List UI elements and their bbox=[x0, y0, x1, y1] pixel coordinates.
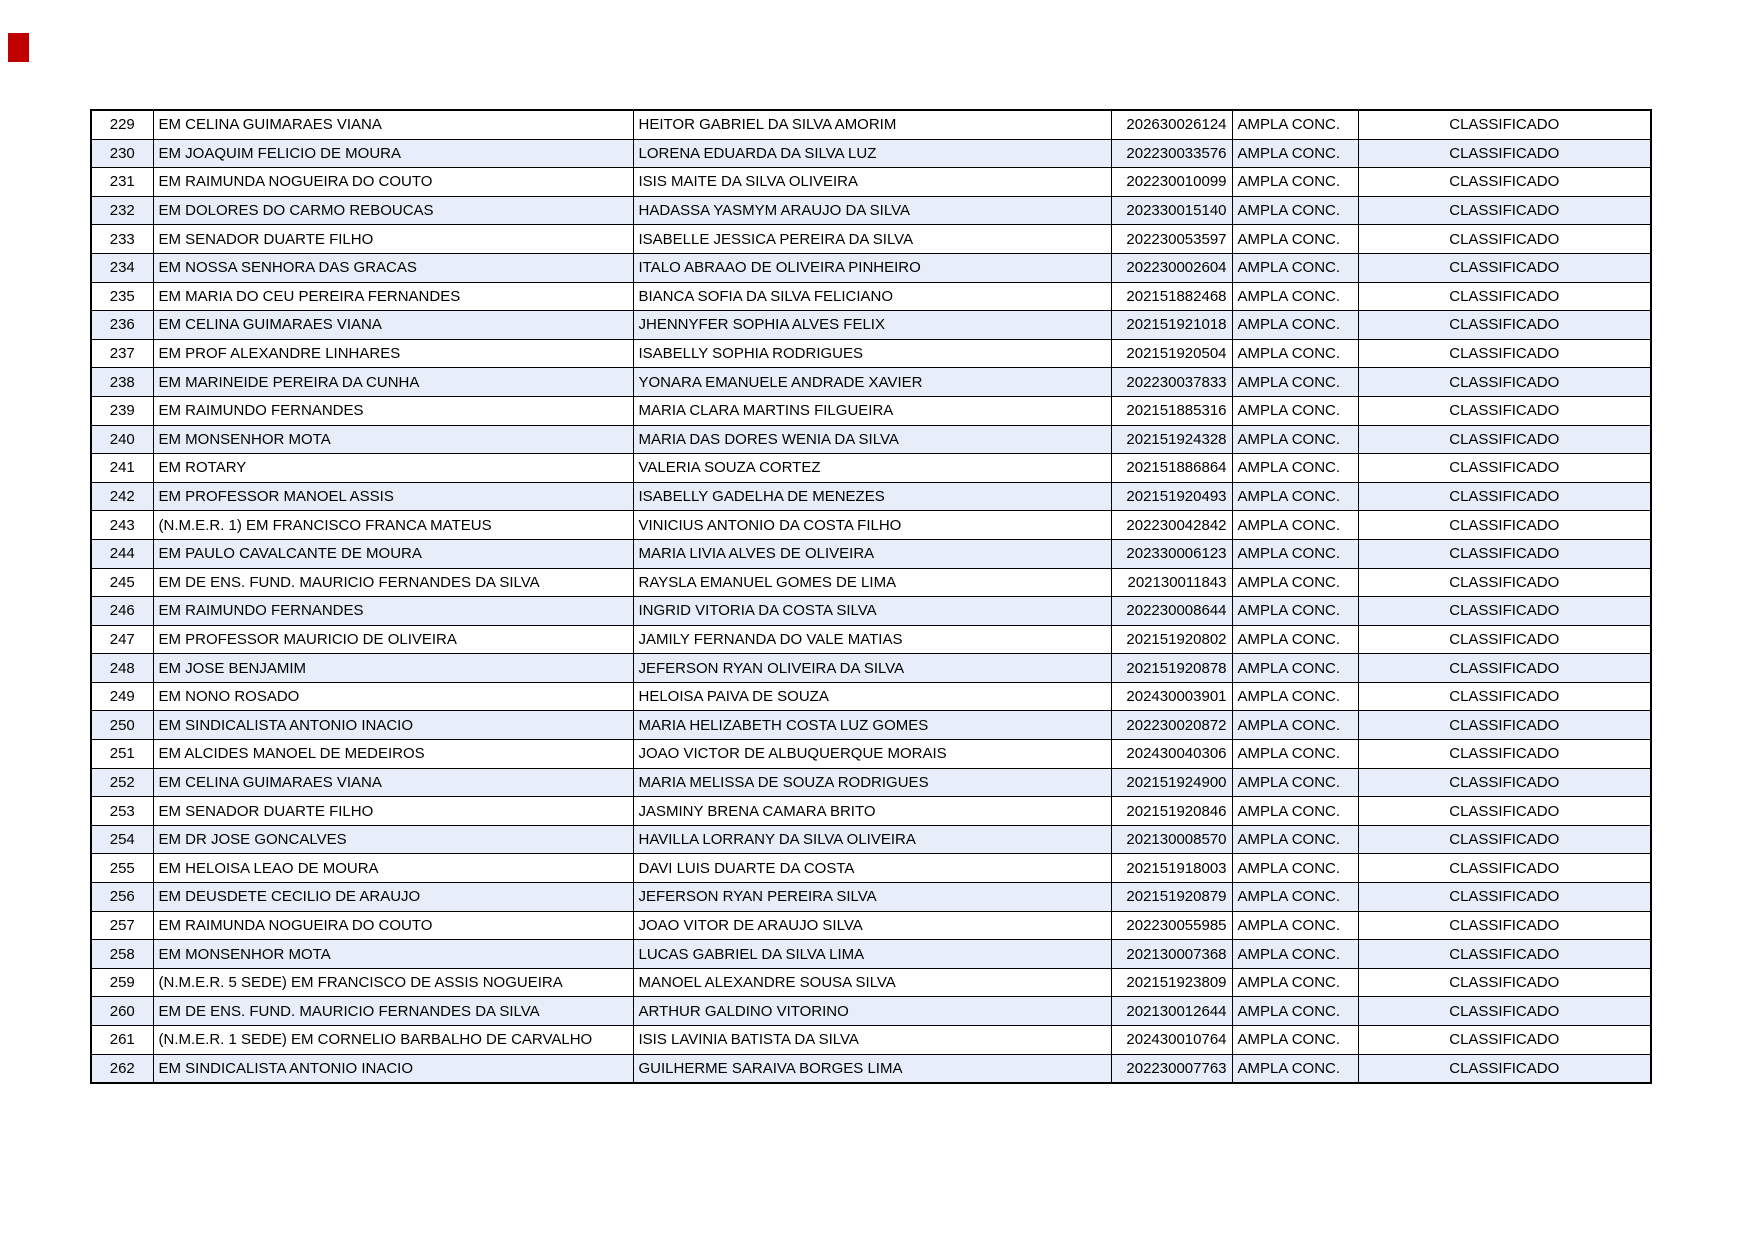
table-row bbox=[91, 1026, 1651, 1055]
rank-cell: 259 bbox=[91, 968, 153, 997]
enrollment-number-cell: 202230055985 bbox=[1111, 911, 1232, 940]
student-name-cell: JEFERSON RYAN OLIVEIRA DA SILVA bbox=[633, 654, 1111, 683]
school-cell: EM CELINA GUIMARAES VIANA bbox=[153, 768, 633, 797]
status-cell: CLASSIFICADO bbox=[1358, 883, 1651, 912]
table-row bbox=[91, 768, 1651, 797]
rank-cell: 258 bbox=[91, 940, 153, 969]
enrollment-number-cell: 202130008570 bbox=[1111, 825, 1232, 854]
enrollment-number-cell: 202230037833 bbox=[1111, 368, 1232, 397]
rank-cell: 257 bbox=[91, 911, 153, 940]
enrollment-number-cell: 202151920846 bbox=[1111, 797, 1232, 826]
status-cell: CLASSIFICADO bbox=[1358, 768, 1651, 797]
table-row bbox=[91, 110, 1651, 139]
competition-type-cell: AMPLA CONC. bbox=[1232, 797, 1358, 826]
rank-cell: 232 bbox=[91, 196, 153, 225]
school-cell: EM NONO ROSADO bbox=[153, 682, 633, 711]
competition-type-cell: AMPLA CONC. bbox=[1232, 454, 1358, 483]
table-row bbox=[91, 625, 1651, 654]
enrollment-number-cell: 202130012644 bbox=[1111, 997, 1232, 1026]
table-row bbox=[91, 168, 1651, 197]
school-cell: EM SENADOR DUARTE FILHO bbox=[153, 225, 633, 254]
student-name-cell: MARIA HELIZABETH COSTA LUZ GOMES bbox=[633, 711, 1111, 740]
status-cell: CLASSIFICADO bbox=[1358, 196, 1651, 225]
school-cell: EM MONSENHOR MOTA bbox=[153, 425, 633, 454]
enrollment-number-cell: 202151885316 bbox=[1111, 396, 1232, 425]
status-cell: CLASSIFICADO bbox=[1358, 740, 1651, 769]
enrollment-number-cell: 202330015140 bbox=[1111, 196, 1232, 225]
competition-type-cell: AMPLA CONC. bbox=[1232, 568, 1358, 597]
competition-type-cell: AMPLA CONC. bbox=[1232, 654, 1358, 683]
rank-cell: 236 bbox=[91, 311, 153, 340]
student-name-cell: MARIA DAS DORES WENIA DA SILVA bbox=[633, 425, 1111, 454]
rank-cell: 242 bbox=[91, 482, 153, 511]
status-cell: CLASSIFICADO bbox=[1358, 797, 1651, 826]
table-row bbox=[91, 854, 1651, 883]
competition-type-cell: AMPLA CONC. bbox=[1232, 425, 1358, 454]
status-cell: CLASSIFICADO bbox=[1358, 454, 1651, 483]
school-cell: EM MONSENHOR MOTA bbox=[153, 940, 633, 969]
enrollment-number-cell: 202130011843 bbox=[1111, 568, 1232, 597]
status-cell: CLASSIFICADO bbox=[1358, 311, 1651, 340]
enrollment-number-cell: 202151921018 bbox=[1111, 311, 1232, 340]
competition-type-cell: AMPLA CONC. bbox=[1232, 854, 1358, 883]
student-name-cell: VINICIUS ANTONIO DA COSTA FILHO bbox=[633, 511, 1111, 540]
school-cell: EM MARIA DO CEU PEREIRA FERNANDES bbox=[153, 282, 633, 311]
student-name-cell: INGRID VITORIA DA COSTA SILVA bbox=[633, 597, 1111, 626]
school-cell: EM RAIMUNDA NOGUEIRA DO COUTO bbox=[153, 911, 633, 940]
competition-type-cell: AMPLA CONC. bbox=[1232, 225, 1358, 254]
status-cell: CLASSIFICADO bbox=[1358, 711, 1651, 740]
competition-type-cell: AMPLA CONC. bbox=[1232, 968, 1358, 997]
rank-cell: 246 bbox=[91, 597, 153, 626]
table-row bbox=[91, 883, 1651, 912]
student-name-cell: MANOEL ALEXANDRE SOUSA SILVA bbox=[633, 968, 1111, 997]
student-name-cell: ISIS LAVINIA BATISTA DA SILVA bbox=[633, 1026, 1111, 1055]
table-row bbox=[91, 1054, 1651, 1083]
student-name-cell: HADASSA YASMYM ARAUJO DA SILVA bbox=[633, 196, 1111, 225]
enrollment-number-cell: 202230033576 bbox=[1111, 139, 1232, 168]
rank-cell: 244 bbox=[91, 539, 153, 568]
competition-type-cell: AMPLA CONC. bbox=[1232, 482, 1358, 511]
status-cell: CLASSIFICADO bbox=[1358, 139, 1651, 168]
rank-cell: 233 bbox=[91, 225, 153, 254]
rank-cell: 243 bbox=[91, 511, 153, 540]
rank-cell: 252 bbox=[91, 768, 153, 797]
school-cell: EM JOSE BENJAMIM bbox=[153, 654, 633, 683]
school-cell: EM PROFESSOR MANOEL ASSIS bbox=[153, 482, 633, 511]
status-cell: CLASSIFICADO bbox=[1358, 282, 1651, 311]
table-row bbox=[91, 597, 1651, 626]
red-marker bbox=[8, 33, 29, 62]
enrollment-number-cell: 202151920878 bbox=[1111, 654, 1232, 683]
school-cell: EM HELOISA LEAO DE MOURA bbox=[153, 854, 633, 883]
rank-cell: 248 bbox=[91, 654, 153, 683]
student-name-cell: ISIS MAITE DA SILVA OLIVEIRA bbox=[633, 168, 1111, 197]
status-cell: CLASSIFICADO bbox=[1358, 940, 1651, 969]
status-cell: CLASSIFICADO bbox=[1358, 396, 1651, 425]
enrollment-number-cell: 202430003901 bbox=[1111, 682, 1232, 711]
student-name-cell: VALERIA SOUZA CORTEZ bbox=[633, 454, 1111, 483]
status-cell: CLASSIFICADO bbox=[1358, 253, 1651, 282]
student-name-cell: LORENA EDUARDA DA SILVA LUZ bbox=[633, 139, 1111, 168]
rank-cell: 255 bbox=[91, 854, 153, 883]
enrollment-number-cell: 202151918003 bbox=[1111, 854, 1232, 883]
status-cell: CLASSIFICADO bbox=[1358, 825, 1651, 854]
table-row bbox=[91, 139, 1651, 168]
table-row bbox=[91, 797, 1651, 826]
school-cell: EM ROTARY bbox=[153, 454, 633, 483]
status-cell: CLASSIFICADO bbox=[1358, 168, 1651, 197]
status-cell: CLASSIFICADO bbox=[1358, 997, 1651, 1026]
competition-type-cell: AMPLA CONC. bbox=[1232, 740, 1358, 769]
school-cell: EM PROFESSOR MAURICIO DE OLIVEIRA bbox=[153, 625, 633, 654]
school-cell: EM DR JOSE GONCALVES bbox=[153, 825, 633, 854]
school-cell: EM SINDICALISTA ANTONIO INACIO bbox=[153, 1054, 633, 1083]
table-row bbox=[91, 825, 1651, 854]
competition-type-cell: AMPLA CONC. bbox=[1232, 1054, 1358, 1083]
table-row bbox=[91, 654, 1651, 683]
rank-cell: 230 bbox=[91, 139, 153, 168]
rank-cell: 239 bbox=[91, 396, 153, 425]
rank-cell: 260 bbox=[91, 997, 153, 1026]
school-cell: EM CELINA GUIMARAES VIANA bbox=[153, 110, 633, 139]
competition-type-cell: AMPLA CONC. bbox=[1232, 110, 1358, 139]
student-name-cell: ISABELLE JESSICA PEREIRA DA SILVA bbox=[633, 225, 1111, 254]
enrollment-number-cell: 202230007763 bbox=[1111, 1054, 1232, 1083]
competition-type-cell: AMPLA CONC. bbox=[1232, 597, 1358, 626]
enrollment-number-cell: 202130007368 bbox=[1111, 940, 1232, 969]
rank-cell: 250 bbox=[91, 711, 153, 740]
enrollment-number-cell: 202230010099 bbox=[1111, 168, 1232, 197]
student-name-cell: ARTHUR GALDINO VITORINO bbox=[633, 997, 1111, 1026]
table-row bbox=[91, 568, 1651, 597]
table-row bbox=[91, 396, 1651, 425]
student-name-cell: JAMILY FERNANDA DO VALE MATIAS bbox=[633, 625, 1111, 654]
rank-cell: 251 bbox=[91, 740, 153, 769]
table-row bbox=[91, 454, 1651, 483]
school-cell: EM JOAQUIM FELICIO DE MOURA bbox=[153, 139, 633, 168]
status-cell: CLASSIFICADO bbox=[1358, 854, 1651, 883]
student-name-cell: JASMINY BRENA CAMARA BRITO bbox=[633, 797, 1111, 826]
student-name-cell: LUCAS GABRIEL DA SILVA LIMA bbox=[633, 940, 1111, 969]
competition-type-cell: AMPLA CONC. bbox=[1232, 339, 1358, 368]
student-name-cell: HAVILLA LORRANY DA SILVA OLIVEIRA bbox=[633, 825, 1111, 854]
competition-type-cell: AMPLA CONC. bbox=[1232, 253, 1358, 282]
school-cell: EM PAULO CAVALCANTE DE MOURA bbox=[153, 539, 633, 568]
student-name-cell: JOAO VITOR DE ARAUJO SILVA bbox=[633, 911, 1111, 940]
enrollment-number-cell: 202330006123 bbox=[1111, 539, 1232, 568]
school-cell: EM PROF ALEXANDRE LINHARES bbox=[153, 339, 633, 368]
table-row bbox=[91, 196, 1651, 225]
table-row bbox=[91, 282, 1651, 311]
table-row bbox=[91, 339, 1651, 368]
school-cell: EM DE ENS. FUND. MAURICIO FERNANDES DA SILVA bbox=[153, 568, 633, 597]
rank-cell: 247 bbox=[91, 625, 153, 654]
table-row bbox=[91, 940, 1651, 969]
rank-cell: 254 bbox=[91, 825, 153, 854]
student-name-cell: BIANCA SOFIA DA SILVA FELICIANO bbox=[633, 282, 1111, 311]
student-name-cell: YONARA EMANUELE ANDRADE XAVIER bbox=[633, 368, 1111, 397]
student-name-cell: JHENNYFER SOPHIA ALVES FELIX bbox=[633, 311, 1111, 340]
status-cell: CLASSIFICADO bbox=[1358, 482, 1651, 511]
enrollment-number-cell: 202230042842 bbox=[1111, 511, 1232, 540]
status-cell: CLASSIFICADO bbox=[1358, 911, 1651, 940]
rank-cell: 249 bbox=[91, 682, 153, 711]
enrollment-number-cell: 202230002604 bbox=[1111, 253, 1232, 282]
classification-table-container bbox=[90, 109, 1652, 1084]
student-name-cell: MARIA LIVIA ALVES DE OLIVEIRA bbox=[633, 539, 1111, 568]
status-cell: CLASSIFICADO bbox=[1358, 1054, 1651, 1083]
table-row bbox=[91, 682, 1651, 711]
rank-cell: 261 bbox=[91, 1026, 153, 1055]
enrollment-number-cell: 202230053597 bbox=[1111, 225, 1232, 254]
rank-cell: 245 bbox=[91, 568, 153, 597]
status-cell: CLASSIFICADO bbox=[1358, 625, 1651, 654]
enrollment-number-cell: 202230020872 bbox=[1111, 711, 1232, 740]
school-cell: EM DOLORES DO CARMO REBOUCAS bbox=[153, 196, 633, 225]
table-row bbox=[91, 253, 1651, 282]
competition-type-cell: AMPLA CONC. bbox=[1232, 911, 1358, 940]
school-cell: EM DEUSDETE CECILIO DE ARAUJO bbox=[153, 883, 633, 912]
competition-type-cell: AMPLA CONC. bbox=[1232, 883, 1358, 912]
table-row bbox=[91, 740, 1651, 769]
competition-type-cell: AMPLA CONC. bbox=[1232, 511, 1358, 540]
student-name-cell: DAVI LUIS DUARTE DA COSTA bbox=[633, 854, 1111, 883]
student-name-cell: ISABELLY SOPHIA RODRIGUES bbox=[633, 339, 1111, 368]
school-cell: (N.M.E.R. 1) EM FRANCISCO FRANCA MATEUS bbox=[153, 511, 633, 540]
competition-type-cell: AMPLA CONC. bbox=[1232, 396, 1358, 425]
table-row bbox=[91, 511, 1651, 540]
status-cell: CLASSIFICADO bbox=[1358, 339, 1651, 368]
classification-results-table bbox=[90, 109, 1652, 1084]
competition-type-cell: AMPLA CONC. bbox=[1232, 997, 1358, 1026]
rank-cell: 237 bbox=[91, 339, 153, 368]
table-row bbox=[91, 482, 1651, 511]
school-cell: EM RAIMUNDA NOGUEIRA DO COUTO bbox=[153, 168, 633, 197]
school-cell: EM NOSSA SENHORA DAS GRACAS bbox=[153, 253, 633, 282]
rank-cell: 235 bbox=[91, 282, 153, 311]
student-name-cell: HELOISA PAIVA DE SOUZA bbox=[633, 682, 1111, 711]
student-name-cell: GUILHERME SARAIVA BORGES LIMA bbox=[633, 1054, 1111, 1083]
enrollment-number-cell: 202151920504 bbox=[1111, 339, 1232, 368]
competition-type-cell: AMPLA CONC. bbox=[1232, 825, 1358, 854]
school-cell: EM RAIMUNDO FERNANDES bbox=[153, 597, 633, 626]
student-name-cell: MARIA MELISSA DE SOUZA RODRIGUES bbox=[633, 768, 1111, 797]
competition-type-cell: AMPLA CONC. bbox=[1232, 682, 1358, 711]
competition-type-cell: AMPLA CONC. bbox=[1232, 139, 1358, 168]
enrollment-number-cell: 202151920879 bbox=[1111, 883, 1232, 912]
table-row bbox=[91, 539, 1651, 568]
enrollment-number-cell: 202151924328 bbox=[1111, 425, 1232, 454]
status-cell: CLASSIFICADO bbox=[1358, 654, 1651, 683]
enrollment-number-cell: 202151920493 bbox=[1111, 482, 1232, 511]
school-cell: EM RAIMUNDO FERNANDES bbox=[153, 396, 633, 425]
enrollment-number-cell: 202151882468 bbox=[1111, 282, 1232, 311]
table-row bbox=[91, 997, 1651, 1026]
enrollment-number-cell: 202430040306 bbox=[1111, 740, 1232, 769]
school-cell: (N.M.E.R. 1 SEDE) EM CORNELIO BARBALHO DE CARVALHO bbox=[153, 1026, 633, 1055]
student-name-cell: ISABELLY GADELHA DE MENEZES bbox=[633, 482, 1111, 511]
competition-type-cell: AMPLA CONC. bbox=[1232, 196, 1358, 225]
student-name-cell: RAYSLA EMANUEL GOMES DE LIMA bbox=[633, 568, 1111, 597]
student-name-cell: JEFERSON RYAN PEREIRA SILVA bbox=[633, 883, 1111, 912]
table-row bbox=[91, 225, 1651, 254]
enrollment-number-cell: 202151923809 bbox=[1111, 968, 1232, 997]
table-row bbox=[91, 911, 1651, 940]
competition-type-cell: AMPLA CONC. bbox=[1232, 940, 1358, 969]
table-row bbox=[91, 311, 1651, 340]
status-cell: CLASSIFICADO bbox=[1358, 425, 1651, 454]
table-row bbox=[91, 425, 1651, 454]
table-row bbox=[91, 968, 1651, 997]
school-cell: EM ALCIDES MANOEL DE MEDEIROS bbox=[153, 740, 633, 769]
enrollment-number-cell: 202151886864 bbox=[1111, 454, 1232, 483]
competition-type-cell: AMPLA CONC. bbox=[1232, 625, 1358, 654]
enrollment-number-cell: 202151920802 bbox=[1111, 625, 1232, 654]
competition-type-cell: AMPLA CONC. bbox=[1232, 768, 1358, 797]
rank-cell: 234 bbox=[91, 253, 153, 282]
status-cell: CLASSIFICADO bbox=[1358, 682, 1651, 711]
competition-type-cell: AMPLA CONC. bbox=[1232, 1026, 1358, 1055]
student-name-cell: ITALO ABRAAO DE OLIVEIRA PINHEIRO bbox=[633, 253, 1111, 282]
status-cell: CLASSIFICADO bbox=[1358, 368, 1651, 397]
rank-cell: 241 bbox=[91, 454, 153, 483]
enrollment-number-cell: 202630026124 bbox=[1111, 110, 1232, 139]
rank-cell: 229 bbox=[91, 110, 153, 139]
competition-type-cell: AMPLA CONC. bbox=[1232, 282, 1358, 311]
school-cell: EM SENADOR DUARTE FILHO bbox=[153, 797, 633, 826]
rank-cell: 256 bbox=[91, 883, 153, 912]
status-cell: CLASSIFICADO bbox=[1358, 225, 1651, 254]
competition-type-cell: AMPLA CONC. bbox=[1232, 711, 1358, 740]
rank-cell: 231 bbox=[91, 168, 153, 197]
status-cell: CLASSIFICADO bbox=[1358, 568, 1651, 597]
status-cell: CLASSIFICADO bbox=[1358, 1026, 1651, 1055]
table-row bbox=[91, 368, 1651, 397]
status-cell: CLASSIFICADO bbox=[1358, 539, 1651, 568]
student-name-cell: JOAO VICTOR DE ALBUQUERQUE MORAIS bbox=[633, 740, 1111, 769]
rank-cell: 253 bbox=[91, 797, 153, 826]
school-cell: (N.M.E.R. 5 SEDE) EM FRANCISCO DE ASSIS NOGUEIRA bbox=[153, 968, 633, 997]
rank-cell: 240 bbox=[91, 425, 153, 454]
enrollment-number-cell: 202430010764 bbox=[1111, 1026, 1232, 1055]
status-cell: CLASSIFICADO bbox=[1358, 110, 1651, 139]
competition-type-cell: AMPLA CONC. bbox=[1232, 311, 1358, 340]
rank-cell: 238 bbox=[91, 368, 153, 397]
status-cell: CLASSIFICADO bbox=[1358, 511, 1651, 540]
competition-type-cell: AMPLA CONC. bbox=[1232, 168, 1358, 197]
student-name-cell: HEITOR GABRIEL DA SILVA AMORIM bbox=[633, 110, 1111, 139]
school-cell: EM DE ENS. FUND. MAURICIO FERNANDES DA SILVA bbox=[153, 997, 633, 1026]
student-name-cell: MARIA CLARA MARTINS FILGUEIRA bbox=[633, 396, 1111, 425]
competition-type-cell: AMPLA CONC. bbox=[1232, 368, 1358, 397]
enrollment-number-cell: 202151924900 bbox=[1111, 768, 1232, 797]
table-row bbox=[91, 711, 1651, 740]
school-cell: EM CELINA GUIMARAES VIANA bbox=[153, 311, 633, 340]
school-cell: EM SINDICALISTA ANTONIO INACIO bbox=[153, 711, 633, 740]
school-cell: EM MARINEIDE PEREIRA DA CUNHA bbox=[153, 368, 633, 397]
status-cell: CLASSIFICADO bbox=[1358, 597, 1651, 626]
status-cell: CLASSIFICADO bbox=[1358, 968, 1651, 997]
enrollment-number-cell: 202230008644 bbox=[1111, 597, 1232, 626]
competition-type-cell: AMPLA CONC. bbox=[1232, 539, 1358, 568]
rank-cell: 262 bbox=[91, 1054, 153, 1083]
